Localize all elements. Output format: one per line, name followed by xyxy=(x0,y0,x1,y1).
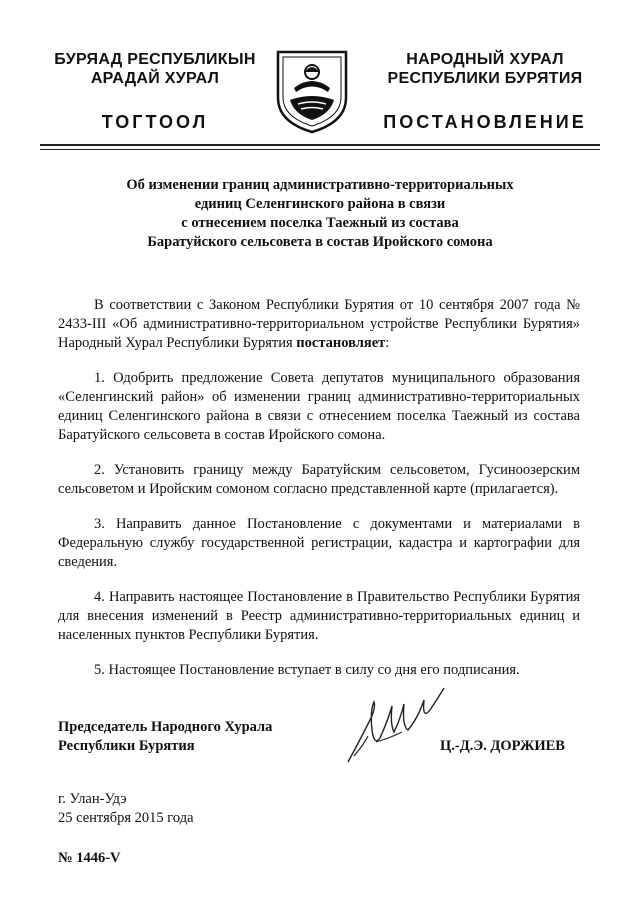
item-1: 1. Одобрить предложение Совета депутатов муниципального образования «Селенгинский район» об изменении границ административно-территориальных единиц Селенгинского района в связи с отнесением поселка Таежный из состава Баратуйского сельсовета в состав Иройского сомона. xyxy=(58,370,580,443)
header-left-org-line1: БУРЯАД РЕСПУБЛИКЫН xyxy=(54,51,256,68)
header-left-org xyxy=(40,50,270,88)
place: г. Улан-Удэ xyxy=(58,791,127,807)
intro-bold-verb: постановляет xyxy=(296,335,386,351)
signatory-position-line1: Председатель Народного Хурала xyxy=(58,719,273,735)
signatory-name: Ц.-Д.Э. ДОРЖИЕВ xyxy=(440,738,565,754)
header-left-org-line2: АРАДАЙ ХУРАЛ xyxy=(90,70,220,87)
intro-text: В соответствии с Законом Республики Бурятия от 10 сентября 2007 года № 2433-III «Об административно-территориальном устройстве Республики Бурятия» Народный Хурал Республики Бурятия xyxy=(58,297,580,351)
title-line: Баратуйского сельсовета в состав Иройского сомона xyxy=(147,234,493,250)
item-2: 2. Установить границу между Баратуйским сельсоветом, Гусиноозерским сельсоветом и Иройским сомоном согласно представленной карте (прилагается). xyxy=(58,462,580,497)
signatory-position xyxy=(58,718,272,756)
place-and-date xyxy=(58,790,194,828)
item-3: 3. Направить данное Постановление с документами и материалами в Федеральную службу государственной регистрации, кадастра и картографии для сведения. xyxy=(58,516,580,570)
title-line: Об изменении границ административно-территориальных xyxy=(126,177,514,193)
title-line: с отнесением поселка Таежный из состава xyxy=(181,215,459,231)
intro-paragraph xyxy=(58,296,580,353)
signatory-position-line2: Республики Бурятия xyxy=(58,738,195,754)
coat-of-arms-icon xyxy=(272,48,352,134)
header-right-org-line1: НАРОДНЫЙ ХУРАЛ xyxy=(406,51,564,68)
header-right-org-line2: РЕСПУБЛИКИ БУРЯТИЯ xyxy=(387,70,583,87)
handwritten-signature xyxy=(340,680,450,770)
item-5: 5. Настоящее Постановление вступает в силу со дня его подписания. xyxy=(94,662,520,678)
date: 25 сентября 2015 года xyxy=(58,810,194,826)
document-number: № 1446-V xyxy=(58,850,121,866)
item-4: 4. Направить настоящее Постановление в Правительство Республики Бурятия для внесения изменений в Реестр административно-территориальных единиц и населенных пунктов Республики Бурятия. xyxy=(58,589,580,643)
title-line: единиц Селенгинского района в связи xyxy=(194,196,446,212)
header-right-org xyxy=(370,50,600,88)
document-body xyxy=(58,296,580,696)
document-title xyxy=(90,176,550,252)
doc-type-buryat: ТОГТООЛ xyxy=(101,112,209,132)
intro-end: : xyxy=(385,335,390,351)
doc-type-russian: ПОСТАНОВЛЕНИЕ xyxy=(383,112,587,132)
header-divider xyxy=(40,144,600,150)
